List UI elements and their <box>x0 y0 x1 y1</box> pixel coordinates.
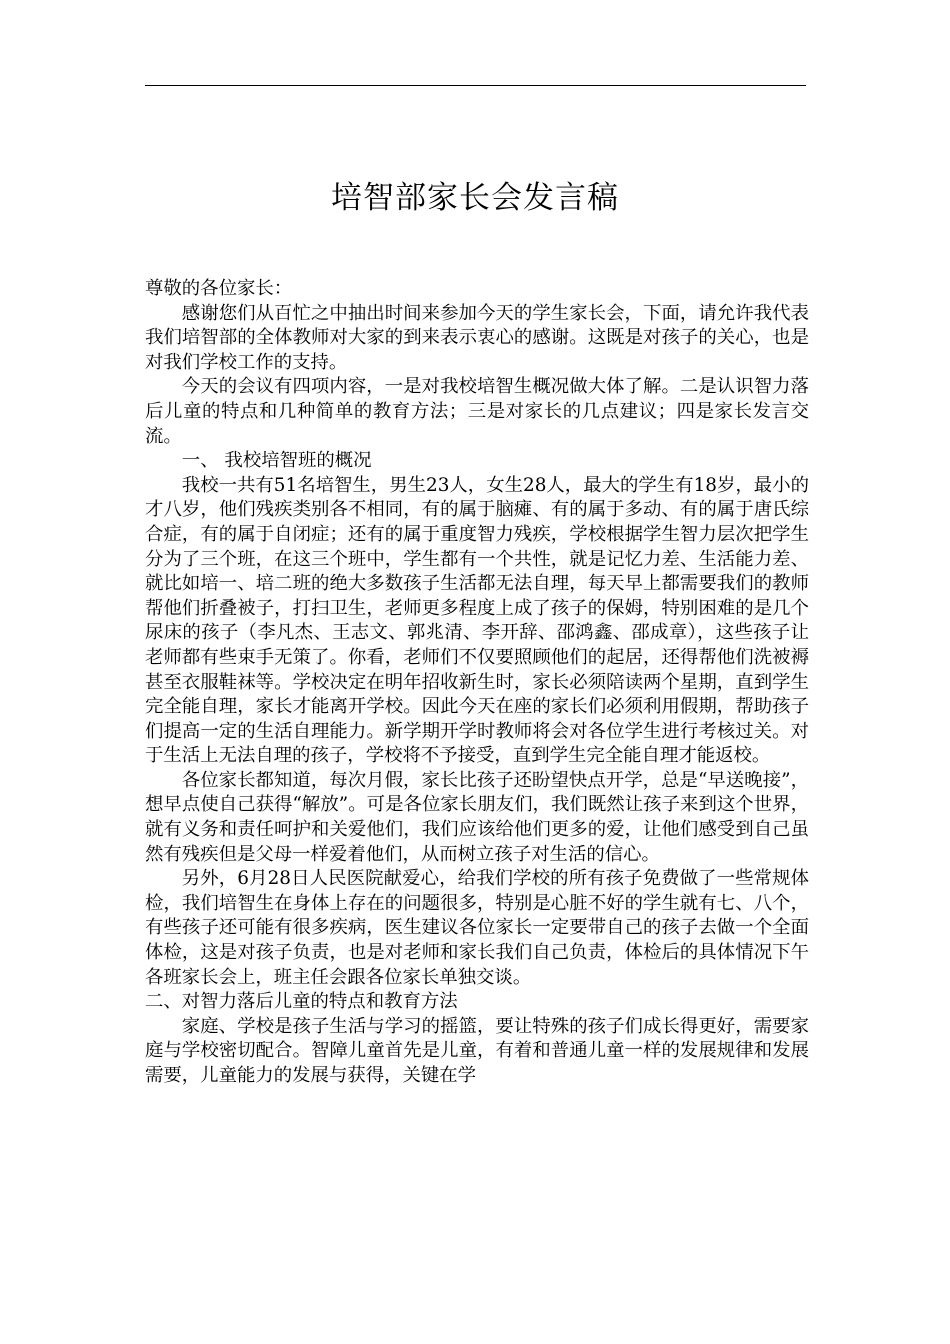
paragraph-intro: 感谢您们从百忙之中抽出时间来参加今天的学生家长会，下面，请允许我代表我们培智部的全体教师对大家的到来表示衷心的感谢。这既是对孩子的关心，也是对我们学校工作的支持。 <box>145 302 809 373</box>
document-title: 培智部家长会发言稿 <box>331 180 619 216</box>
document-body <box>145 277 809 1089</box>
section-heading-1: 一、 我校培智班的概况 <box>181 450 372 472</box>
paragraph-overview: 我校一共有51名培智生，男生23人，女生28人，最大的学生有18岁，最小的才八岁，他们残疾类别各不相同，有的属于脑瘫、有的属于多动、有的属于唐氏综合症，有的属于自闭症；还有的属于重度智力残疾，学校根据学生智力层次把学生分为了三个班，在这三个班中，学生都有一个共性，就是记忆力差、生活能力差、就比如培一、培二班的绝大多数孩子生活都无法自理，每天早上都需要我们的教师帮他们折叠被子，打扫卫生，老师更多程度上成了孩子的保姆，特别困难的是几个尿床的孩子（李凡杰、王志文、郭兆清、李开辞、邵鸿鑫、邵成章），这些孩子让老师都有些束手无策了。你看，老师们不仅要照顾他们的起居，还得帮他们洗被褥甚至衣服鞋袜等。学校决定在明年招收新生时，家长必须陪读两个星期，直到学生完全能自理，家长才能离开学校。因此今天在座的家长们必须利用假期，帮助孩子们提高一定的生活自理能力。新学期开学时教师将会对各位学生进行考核过关。对于生活上无法自理的孩子，学校将不予接受，直到学生完全能自理才能返校。 <box>145 474 809 767</box>
paragraph-methods: 家庭、学校是孩子生活与学习的摇篮，要让特殊的孩子们成长得更好，需要家庭与学校密切配合。智障儿童首先是儿童，有着和普通儿童一样的发展规律和发展需要，儿童能力的发展与获得，关键在学 <box>145 1015 809 1086</box>
salutation: 尊敬的各位家长： <box>145 278 293 299</box>
paragraph-agenda: 今天的会议有四项内容，一是对我校培智生概况做大体了解。二是认识智力落后儿童的特点和几种简单的教育方法；三是对家长的几点建议；四是家长发言交流。 <box>145 376 809 447</box>
header-rule <box>145 85 806 86</box>
paragraph-parents: 各位家长都知道，每次月假，家长比孩子还盼望快点开学，总是“早送晚接”，想早点使自己获得“解放”。可是各位家长朋友们，我们既然让孩子来到这个世界，就有义务和责任呵护和关爱他们，我们应该给他们更多的爱，让他们感受到自己虽然有残疾但是父母一样爱着他们，从而树立孩子对生活的信心。 <box>145 769 809 865</box>
paragraph-health: 另外，6月28日人民医院献爱心，给我们学校的所有孩子免费做了一些常规体检，我们培智生在身体上存在的问题很多，特别是心脏不好的学生就有七、八个，有些孩子还可能有很多疾病，医生建议各位家长一定要带自己的孩子去做一个全面体检，这是对孩子负责，也是对老师和家长我们自己负责，体检后的具体情况下午各班家长会上，班主任会跟各位家长单独交谈。 <box>145 868 809 988</box>
section-heading-2: 二、对智力落后儿童的特点和教育方法 <box>145 991 458 1013</box>
